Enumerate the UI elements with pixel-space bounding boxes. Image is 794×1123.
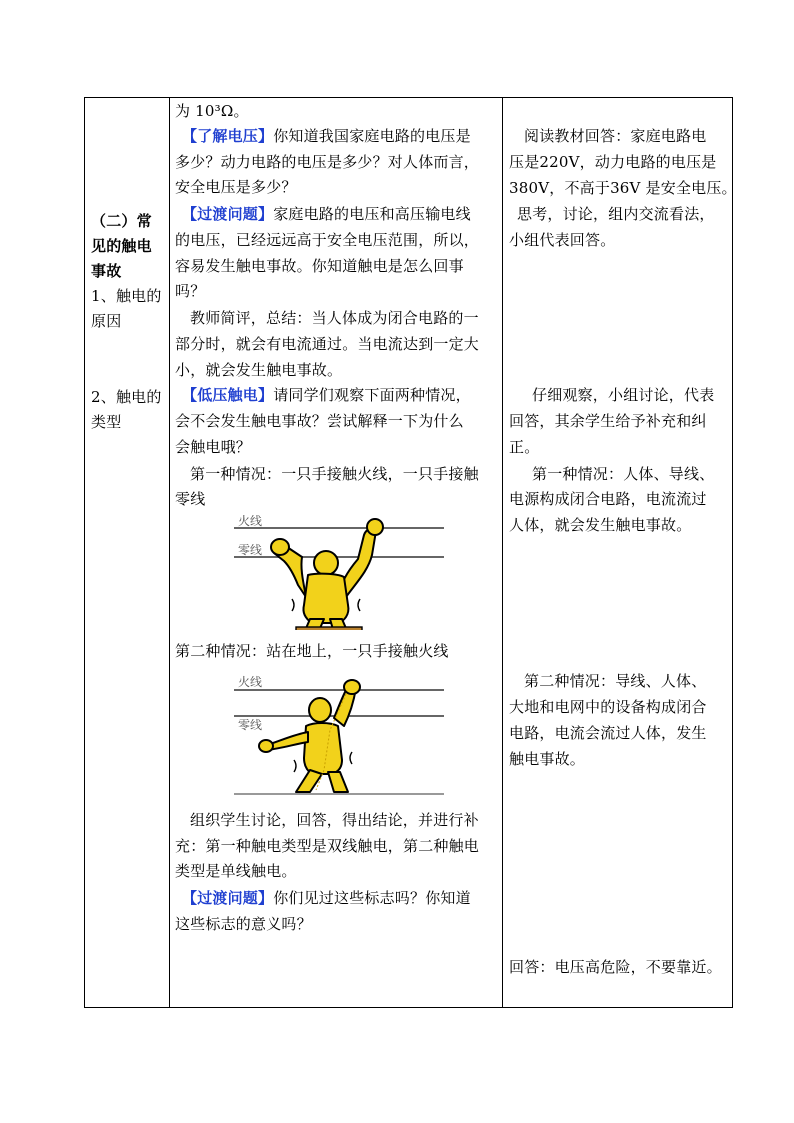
low-voltage-tag: 【低压触电】 xyxy=(182,386,274,404)
student-answer-line-14: 电路，电流会流过人体，发生 xyxy=(509,724,707,742)
low-voltage-line-1: 【低压触电】请同学们观察下面两种情况， xyxy=(182,386,471,404)
fig1-neutral-label: 零线 xyxy=(238,543,263,557)
student-answer-line-12: 第二种情况：导线、人体、 xyxy=(524,672,707,690)
transition-2-tag: 【过渡问题】 xyxy=(182,889,274,907)
summary-line-2: 部分时，就会有电流通过。当电流达到一定大 xyxy=(175,335,480,353)
student-answer-line-1: 阅读教材回答：家庭电路电 xyxy=(524,127,707,145)
voltage-tag: 【了解电压】 xyxy=(182,127,274,145)
transition-2-line-2: 这些标志的意义吗？ xyxy=(175,915,312,933)
section-title-line-2: 见的触电 xyxy=(91,237,152,255)
topic-column xyxy=(85,98,170,1008)
voltage-paragraph-line-1: 【了解电压】你知道我国家庭电路的电压是 xyxy=(182,127,471,145)
stool-icon xyxy=(296,627,362,630)
student-answer-line-9: 第一种情况：人体、导线、 xyxy=(532,465,715,483)
student-answer-line-2: 压是220V，动力电路的电压是 xyxy=(509,153,717,171)
case-1-line-1: 第一种情况：一只手接触火线，一只手接触 xyxy=(190,465,479,483)
single-wire-shock-figure xyxy=(234,670,444,795)
student-activity-column xyxy=(503,98,737,1008)
transition-2-line-1: 【过渡问题】你们见过这些标志吗？你知道 xyxy=(182,889,471,907)
student-answer-line-3: 380V，不高于36V 是安全电压。 xyxy=(509,179,737,197)
transition-1-line-4: 吗？ xyxy=(175,282,206,300)
discussion-line-3: 类型是单线触电。 xyxy=(175,862,297,880)
summary-line-1: 教师简评，总结：当人体成为闭合电路的一 xyxy=(190,309,479,327)
student-answer-line-8: 正。 xyxy=(509,438,540,456)
double-wire-shock-figure xyxy=(234,515,444,630)
student-answer-line-13: 大地和电网中的设备构成闭合 xyxy=(509,698,707,716)
person-figure-1 xyxy=(271,519,383,630)
student-answer-line-11: 人体，就会发生触电事故。 xyxy=(509,516,692,534)
low-voltage-line-3: 会触电哦？ xyxy=(175,438,252,456)
student-answer-line-5: 小组代表回答。 xyxy=(509,231,616,249)
person-figure-2 xyxy=(259,680,360,792)
transition-1-line-2: 的电压，已经远远高于安全电压范围，所以， xyxy=(175,231,480,249)
student-answer-line-6: 仔细观察，小组讨论，代表 xyxy=(532,386,715,404)
voltage-paragraph-line-2: 多少？动力电路的电压是多少？对人体而言， xyxy=(175,153,480,171)
fig1-live-label: 火线 xyxy=(238,515,263,528)
student-answer-line-10: 电源构成闭合电路，电流流过 xyxy=(509,490,707,508)
transition-1-line-3: 容易发生触电事故。你知道触电是怎么回事 xyxy=(175,257,464,275)
lesson-plan-table xyxy=(84,97,737,1008)
resistance-line: 为 10³Ω。 xyxy=(175,102,249,120)
student-answer-line-7: 回答，其余学生给予补充和纠 xyxy=(509,412,707,430)
student-answer-line-4: 思考，讨论，组内交流看法， xyxy=(517,205,715,223)
fig2-live-label: 火线 xyxy=(238,675,263,689)
section-title-line-3: 事故 xyxy=(91,262,122,280)
subsection-1-line-1: 1、触电的 xyxy=(91,287,162,305)
case-2-line: 第二种情况：站在地上，一只手接触火线 xyxy=(175,642,449,660)
voltage-paragraph-line-3: 安全电压是多少？ xyxy=(175,178,297,196)
student-answer-line-15: 触电事故。 xyxy=(509,750,586,768)
transition-1-line-1: 【过渡问题】家庭电路的电压和高压输电线 xyxy=(182,205,471,223)
subsection-2-line-1: 2、触电的 xyxy=(91,388,162,406)
subsection-2-line-2: 类型 xyxy=(91,413,122,431)
discussion-line-2: 充：第一种触电类型是双线触电，第二种触电 xyxy=(175,837,480,855)
low-voltage-line-2: 会不会发生触电事故？尝试解释一下为什么 xyxy=(175,412,464,430)
subsection-1-line-2: 原因 xyxy=(91,312,122,330)
transition-1-tag: 【过渡问题】 xyxy=(182,205,274,223)
case-1-line-2: 零线 xyxy=(175,490,206,508)
student-answer-line-16: 回答：电压高危险，不要靠近。 xyxy=(509,958,722,976)
summary-line-3: 小，就会发生触电事故。 xyxy=(175,361,343,379)
section-title-line-1: （二）常 xyxy=(91,212,152,230)
fig2-neutral-label: 零线 xyxy=(238,718,263,732)
teacher-activity-column xyxy=(170,98,503,1008)
discussion-line-1: 组织学生讨论，回答，得出结论，并进行补 xyxy=(190,811,479,829)
